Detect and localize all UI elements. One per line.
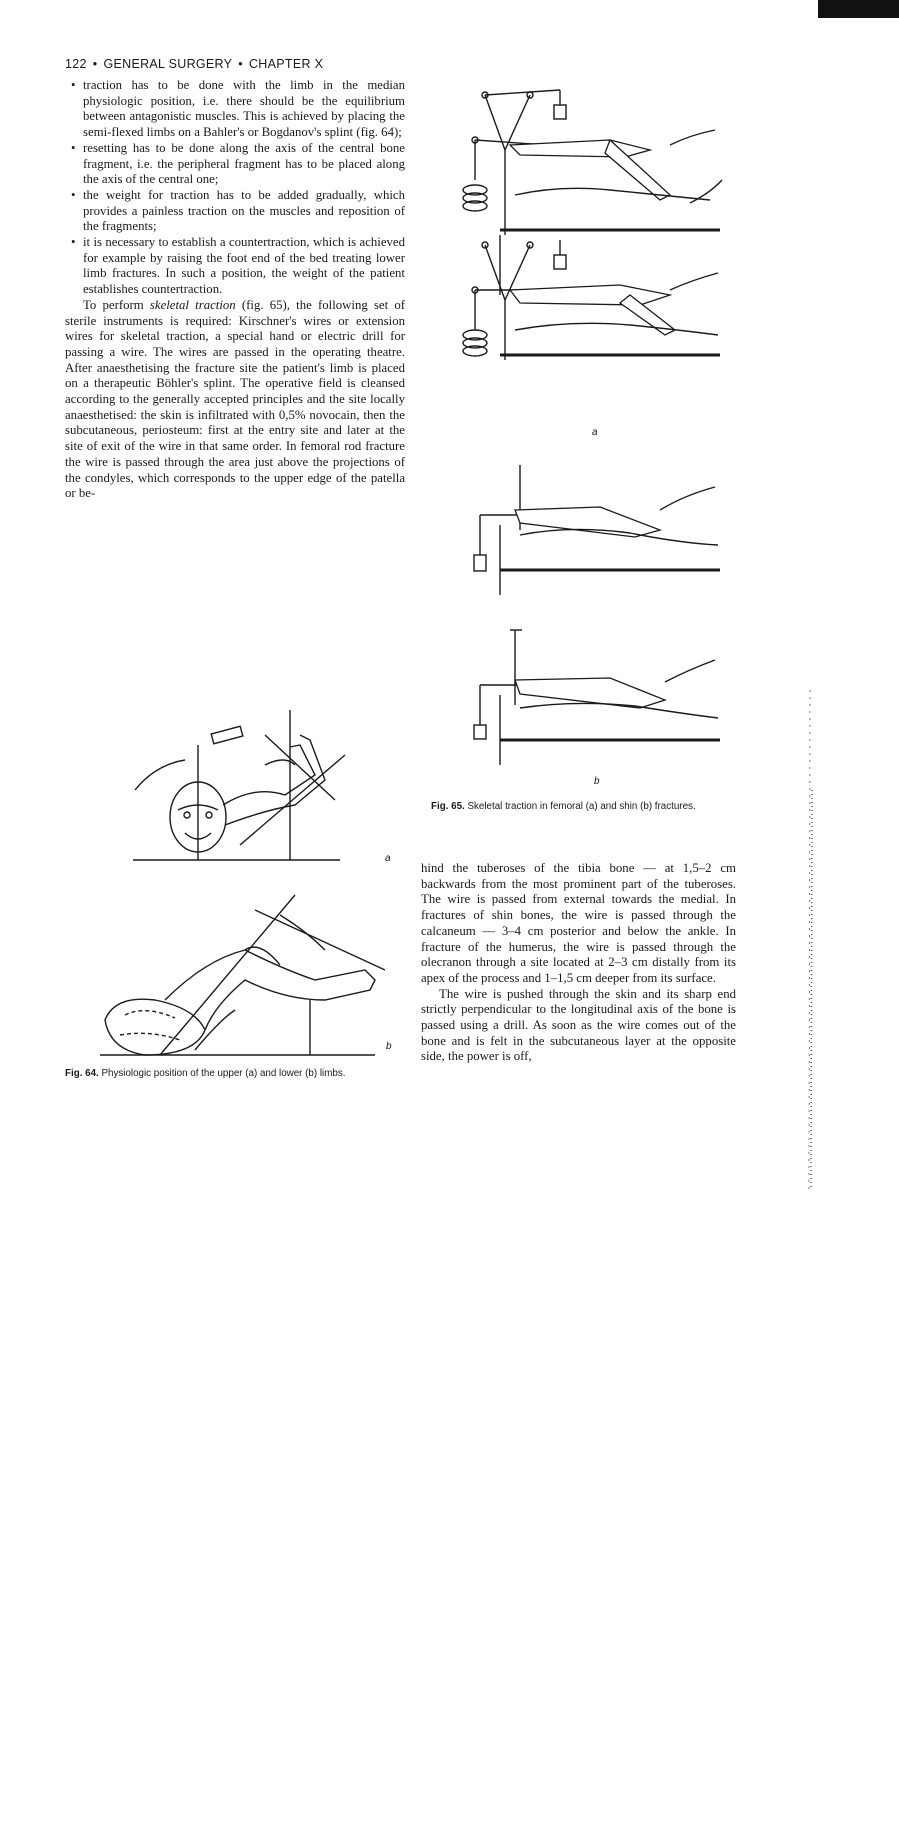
fig65-label: Fig. 65. <box>431 801 465 812</box>
fig65-traction-a-illustration <box>460 85 730 425</box>
fig65-traction-b-illustration <box>460 455 730 775</box>
fig65-caption: Fig. 65. Skeletal traction in femoral (a) and shin (b) fractures. <box>431 801 696 812</box>
traction-frame-top <box>463 90 722 295</box>
fig64-lower-limb-illustration <box>85 890 385 1070</box>
scan-right-edge-noise <box>805 690 815 1190</box>
traction-shin-top <box>474 465 720 595</box>
chapter-title: CHAPTER X <box>248 57 324 71</box>
bullet-list <box>65 78 405 298</box>
left-column <box>65 78 405 502</box>
fig64-letter-a: a <box>385 853 391 864</box>
fig65-letter-a: a <box>592 427 598 438</box>
fig64-caption: Fig. 64. Physiologic position of the upper (a) and lower (b) limbs. <box>65 1068 346 1079</box>
body-paragraph: The wire is pushed through the skin and its sharp end strictly perpendicular to the longitudinal axis of the bone is passed using a drill. As soon as the wire comes out of the bone and is felt in the subcutaneous layer at the opposite side, the power is off, <box>421 986 736 1064</box>
fig64-label: Fig. 64. <box>65 1068 99 1079</box>
bullet-item: • traction has to be done with the limb in the median physiologic position, i.e. there should be the equilibrium between antagonistic muscles. This is achieved by placing the semi-flexed limbs on a Bahler's or Bogdanov's splint (fig. 64); <box>65 78 405 141</box>
page-header: 122 • GENERAL SURGERY • CHAPTER X <box>65 57 324 71</box>
bullet-item: • it is necessary to establish a countertraction, which is achieved for example by raising the foot end of the bed treating lower limb fractures. In such a position, the weight of the patient establishes countertraction. <box>65 235 405 298</box>
bullet-item: • resetting has to be done along the axis of the central bone fragment, i.e. the peripheral fragment has to be placed along the axis of the central one; <box>65 141 405 188</box>
fig64-upper-limb-illustration <box>115 705 405 865</box>
scan-edge-mark <box>818 0 899 18</box>
fig65-letter-b: b <box>594 776 600 787</box>
page-number: 122 <box>65 57 87 71</box>
traction-frame-second <box>463 240 720 360</box>
emphasis-text: skeletal traction <box>149 297 236 312</box>
traction-shin-bottom <box>474 630 720 765</box>
body-paragraph: To perform skeletal traction (fig. 65), the following set of sterile instruments is required: Kirschner's wires or extension wires for skeletal traction, a special hand or electric drill for passing a wire. The wires are passed in the operating theatre. After anaesthetising the fracture site the patient's limb is placed on a therapeutic Böhler's splint. The operative field is cleansed according to the generally accepted principles and the site locally anaesthetised: the skin is infiltrated with 0,5% novocain, then the subcutaneous, periosteum: first at the entry site and later at the site of exit of the wire in that same order. In femoral rod fracture the wire is passed through the area just above the projections of the condyles, which corresponds to the upper edge of the patella or be- <box>65 297 405 501</box>
fig64-letter-b: b <box>386 1041 392 1052</box>
right-column <box>421 861 736 1065</box>
section-title: GENERAL SURGERY <box>103 57 233 71</box>
bullet-item: • the weight for traction has to be added gradually, which provides a painless traction on the muscles and reposition of the fragments; <box>65 188 405 235</box>
body-paragraph: hind the tuberoses of the tibia bone — at 1,5–2 cm backwards from the most prominent part of the tuberoses. The wire is passed from external towards the medial. In fractures of shin bones, the wire is passed through the calcaneum — 3–4 cm posterior and below the ankle. In fracture of the humerus, the wire is passed through the olecranon through a site located at 2–3 cm distally from its apex of the process and 1–1,5 cm deeper from its surface. <box>421 861 736 985</box>
